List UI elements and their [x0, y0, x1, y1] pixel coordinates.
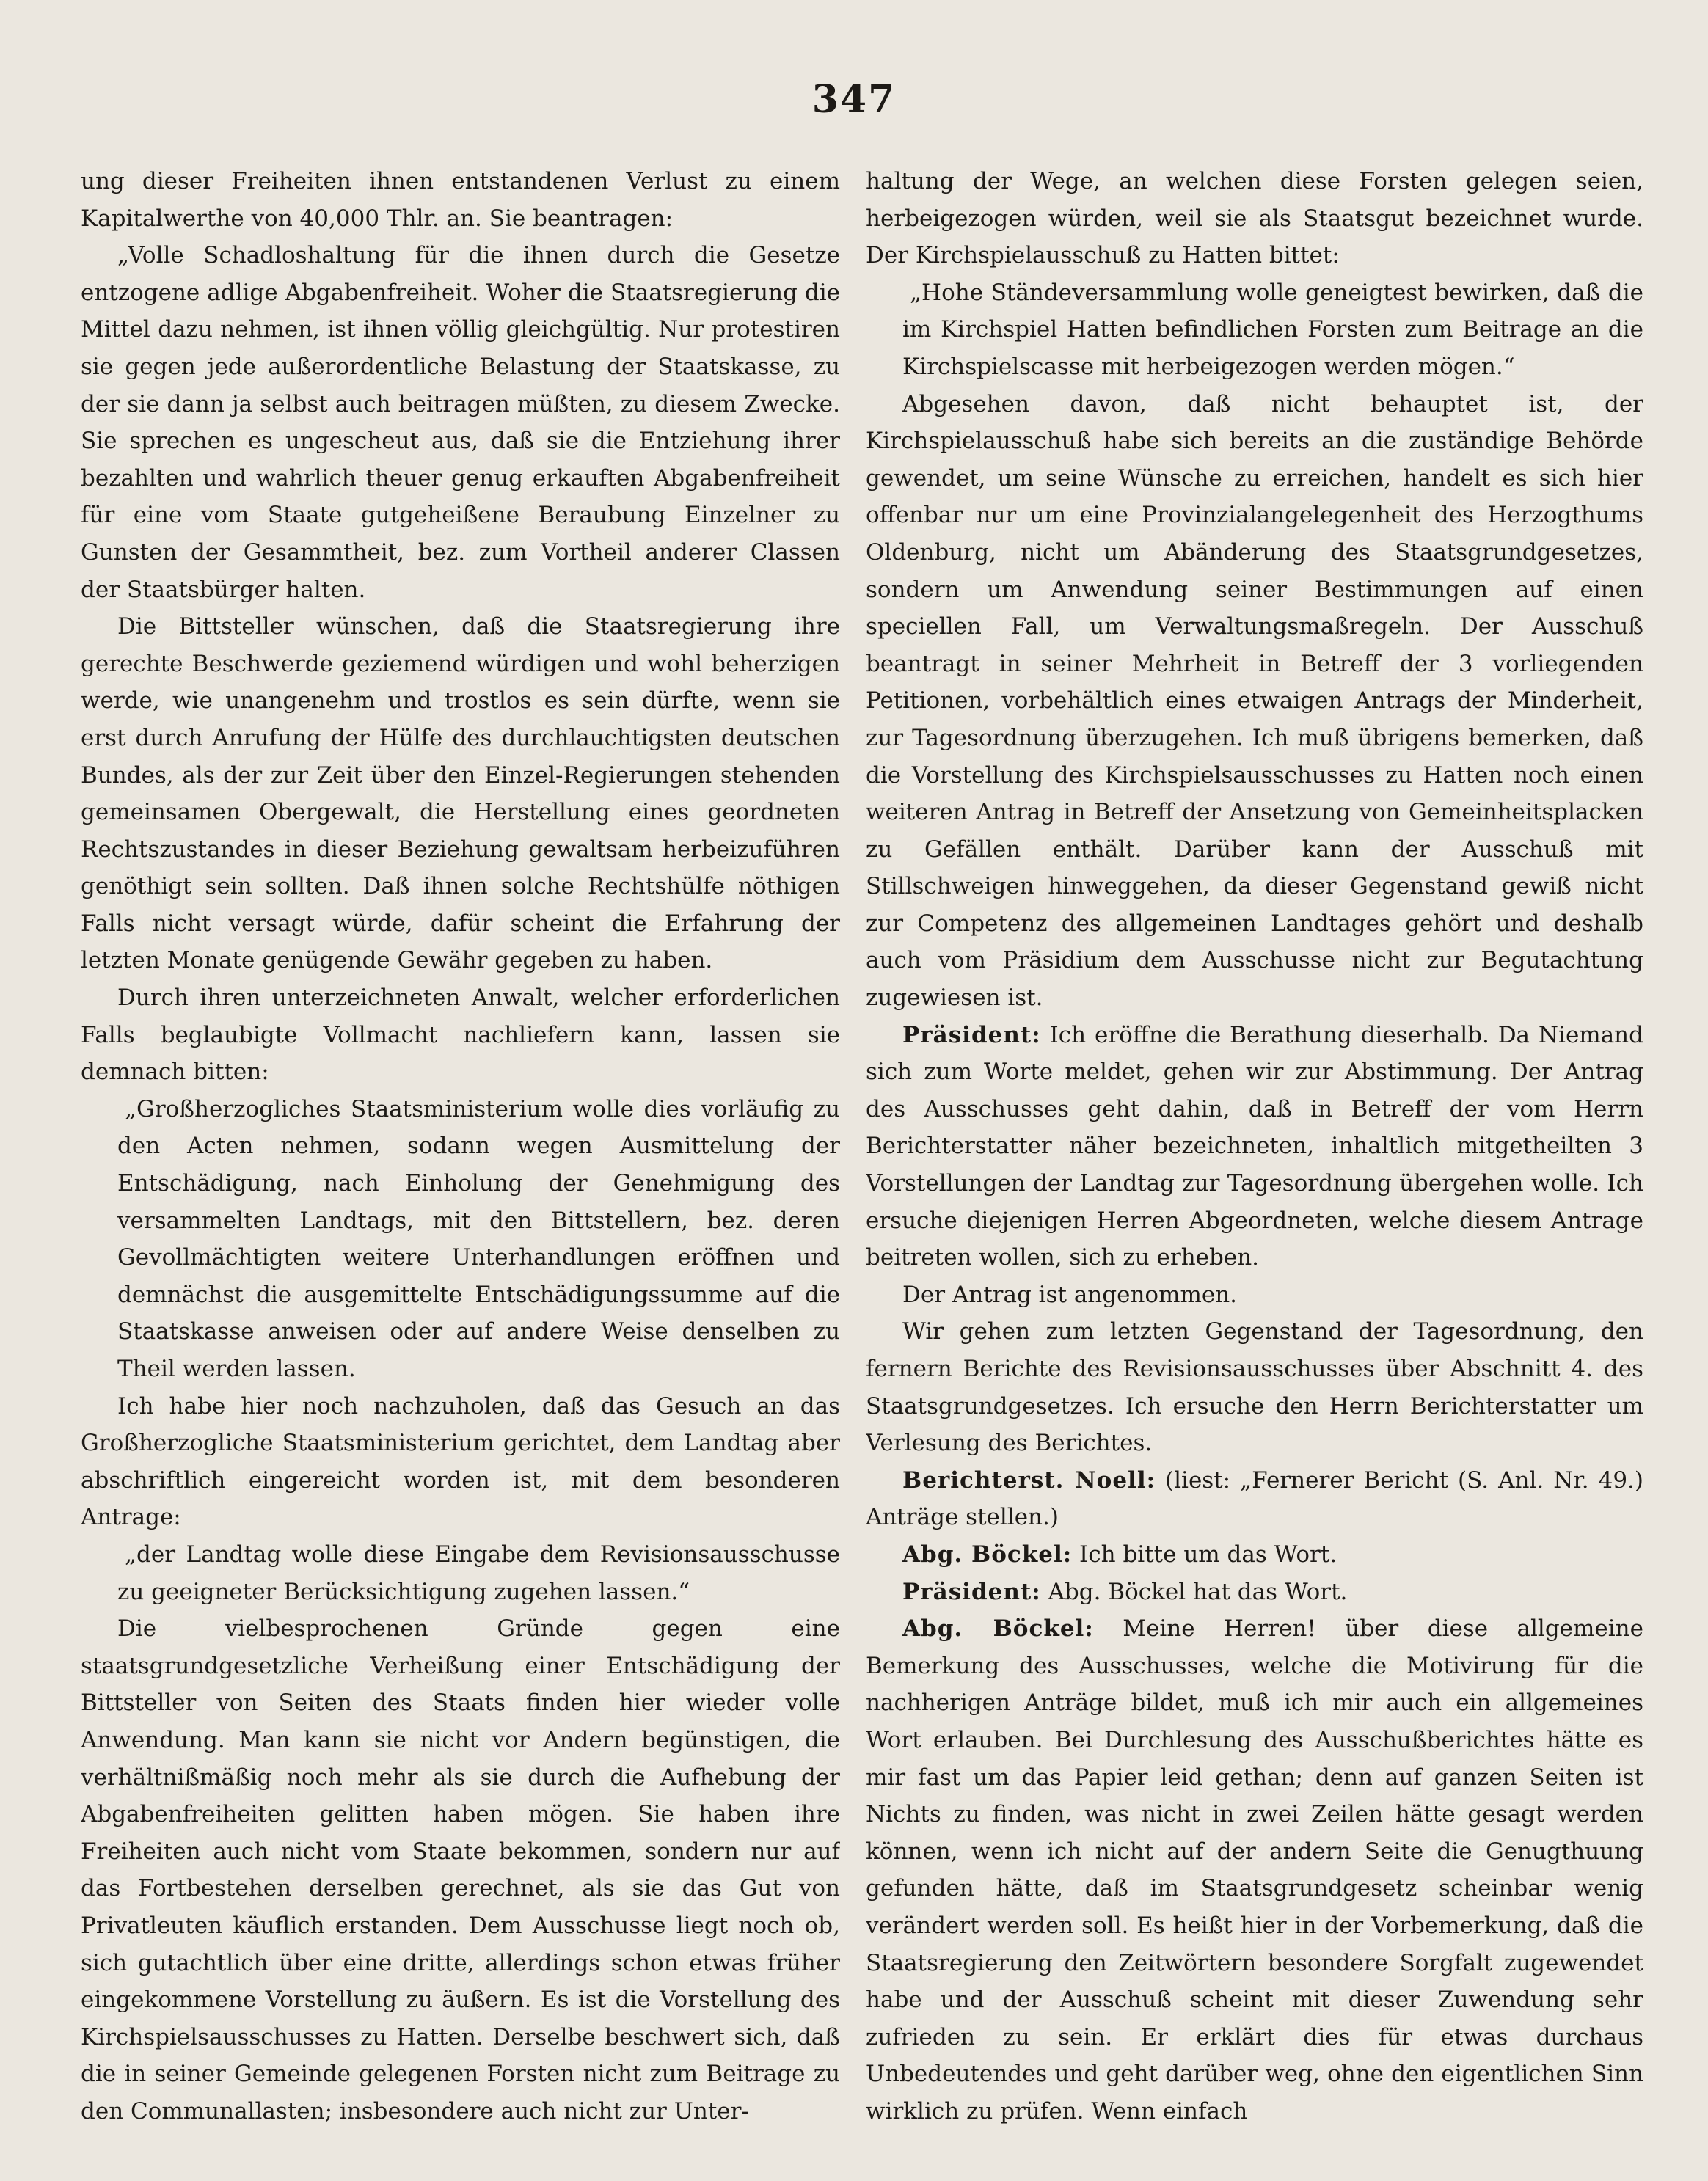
paragraph: ung dieser Freiheiten ihnen entstandenen Verlust zu einem Kapitalwerthe von 40,000 Thlr. an. Sie beantragen: — [81, 168, 840, 232]
right-column — [866, 163, 1643, 2144]
speech — [866, 1017, 1643, 1276]
paragraph-text: haltung der Wege, an welchen diese Forsten gelegen seien, herbeigezogen würden, weil sie als Staatsgut bezeichnet wurde. Der Kirchspielausschuß zu Hatten bittet: — [866, 168, 1643, 269]
speaker-name: Präsident: — [902, 1021, 1041, 1048]
paragraph-text: „Hohe Ständeversammlung wolle geneigtest bewirken, daß die im Kirchspiel Hatten befindlichen Forsten zum Beitrage an die Kirchspielscasse mit herbeigezogen werden mögen.“ — [902, 279, 1643, 380]
speech — [866, 1574, 1643, 1611]
paragraph — [866, 1276, 1643, 1314]
paragraph — [866, 386, 1643, 1017]
speech-text: Abg. Böckel hat das Wort. — [1040, 1578, 1348, 1605]
speech — [866, 1610, 1643, 2130]
paragraph-text: Abgesehen davon, daß nicht behauptet ist, der Kirchspielausschuß habe sich bereits an die zuständige Behörde gewendet, um seine Wünsche zu erreichen, handelt es sich hier offenbar nur um eine Provinzialangelegenheit des Herzogthums Oldenburg, nicht um Abänderung des Staatsgrundgesetzes, sondern um Anwendung seiner Bestimmungen auf einen speciellen Fall, um Verwaltungsmaßregeln. Der Ausschuß beantragt in seiner Mehrheit in Betreff der 3 vorliegenden Petitionen, vorbehältlich eines etwaigen Antrags der Minderheit, zur Tagesordnung überzugehen. Ich muß übrigens bemerken, daß die Vorstellung des Kirchspielsausschusses zu Hatten noch einen weiteren Antrag in Betreff der Ansetzung von Gemeinheitsplacken zu Gefällen enthält. Darüber kann der Ausschuß mit Stillschweigen hinweggehen, da dieser Gegenstand gewiß nicht zur Competenz des allgemeinen Landtages gehört und deshalb auch vom Präsidium dem Ausschusse nicht zur Begutachtung zugewiesen ist. — [866, 390, 1643, 1012]
speaker-name: Berichterst. Noell: — [902, 1466, 1156, 1494]
quoted-request — [866, 274, 1643, 386]
speech — [866, 1536, 1643, 1574]
quoted-request: „der Landtag wolle diese Eingabe dem Revisionsausschusse zu geeigneter Berücksichtigung zugehen lassen.“ — [117, 1541, 840, 1605]
paragraph — [866, 1313, 1643, 1461]
paragraph-text: Der Antrag ist angenommen. — [902, 1281, 1238, 1308]
paragraph: „Volle Schadloshaltung für die ihnen durch die Gesetze entzogene adlige Abgabenfreiheit. Woher die Staatsregierung die Mittel dazu nehmen, ist ihnen völlig gleichgültig. Nur protestiren sie gegen jede außerordentliche Belastung der Staatskasse, zu der sie dann ja selbst auch beitragen müßten, zu diesem Zwecke. Sie sprechen es ungescheut aus, daß sie die Entziehung ihrer bezahlten und wahrlich theuer genug erkauften Abgabenfreiheit für eine vom Staate gutgeheißene Beraubung Einzelner zu Gunsten der Gesammtheit, bez. zum Vortheil anderer Classen der Staatsbürger halten. — [81, 242, 840, 603]
paragraph: Die Bittsteller wünschen, daß die Staatsregierung ihre gerechte Beschwerde geziemend würdigen und wohl beherzigen werde, wie unangenehm und trostlos es sein dürfte, wenn sie erst durch Anrufung der Hülfe des durchlauchtigsten deutschen Bundes, als der zur Zeit über den Einzel-Regierungen stehenden gemeinsamen Obergewalt, die Herstellung eines geordneten Rechtszustandes in dieser Beziehung gewaltsam herbeizuführen genöthigt sein sollten. Daß ihnen solche Rechtshülfe nöthigen Falls nicht versagt würde, dafür scheint die Erfahrung der letzten Monate genügende Gewähr gegeben zu haben. — [81, 613, 840, 974]
speaker-name: Präsident: — [902, 1578, 1041, 1605]
page-number: 347 — [811, 77, 897, 122]
speech-text: Ich eröffne die Berathung dieserhalb. Da Niemand sich zum Worte meldet, gehen wir zur Abstimmung. Der Antrag des Ausschusses geht dahin, daß in Betreff der vom Herrn Berichterstatter näher bezeichneten, inhaltlich mitgetheilten 3 Vorstellungen der Landtag zur Tagesordnung übergehen wolle. Ich ersuche diejenigen Herren Abgeordneten, welche diesem Antrage beitreten wollen, sich zu erheben. — [866, 1021, 1643, 1271]
paragraph: Durch ihren unterzeichneten Anwalt, welcher erforderlichen Falls beglaubigte Vollmacht nachliefern kann, lassen sie demnach bitten: — [81, 984, 840, 1086]
speech-text: Meine Herren! über diese allgemeine Bemerkung des Ausschusses, welche die Motivirung für die nachherigen Anträge bildet, muß ich mir auch ein allgemeines Wort erlauben. Bei Durchlesung des Ausschußberichtes hätte es mir fast um das Papier leid gethan; denn auf ganzen Seiten ist Nichts zu finden, was nicht in zwei Zeilen hätte gesagt werden können, wenn ich nicht auf der andern Seite die Genugthuung gefunden hätte, daß im Staatsgrundgesetz scheinbar wenig verändert werden soll. Es heißt hier in der Vorbemerkung, daß die Staatsregierung den Zeitwörtern besondere Sorgfalt zugewendet habe und der Ausschuß scheint mit dieser Zuwendung sehr zufrieden zu sein. Er erklärt dies für etwas durchaus Unbedeutendes und geht darüber weg, ohne den eigentlichen Sinn wirklich zu prüfen. Wenn einfach — [866, 1615, 1643, 2125]
paragraph: Ich habe hier noch nachzuholen, daß das Gesuch an das Großherzogliche Staatsministerium gerichtet, dem Landtag aber abschriftlich eingereicht worden ist, mit dem besonderen Antrage: — [81, 1392, 840, 1531]
speech-text: (liest: „Fernerer Bericht (S. Anl. Nr. 49.) Anträge stellen.) — [866, 1466, 1643, 1531]
speaker-name: Abg. Böckel: — [902, 1541, 1073, 1568]
left-column — [81, 163, 840, 2144]
speaker-name: Abg. Böckel: — [902, 1615, 1094, 1643]
paragraph: Die vielbesprochenen Gründe gegen eine staatsgrundgesetzliche Verheißung einer Entschädigung der Bittsteller von Seiten des Staats finden hier wieder volle Anwendung. Man kann sie nicht vor Andern begünstigen, die verhältnißmäßig noch mehr als sie durch die Aufhebung der Abgabenfreiheiten gelitten haben mögen. Sie haben ihre Freiheiten auch nicht vom Staate bekommen, sondern nur auf das Fortbestehen derselben gerechnet, als sie das Gut von Privatleuten käuflich erstanden. Dem Ausschusse liegt noch ob, sich gutachtlich über eine dritte, allerdings schon etwas früher eingekommene Vorstellung zu äußern. Es ist die Vorstellung des Kirchspielsausschusses zu Hatten. Derselbe beschwert sich, daß die in seiner Gemeinde gelegenen Forsten nicht zum Beitrage zu den Communallasten; insbesondere auch nicht zur Unter- — [81, 1615, 840, 2125]
speech-text: Ich bitte um das Wort. — [1072, 1541, 1337, 1568]
quoted-request: „Großherzogliches Staatsministerium wolle dies vorläufig zu den Acten nehmen, sodann wegen Ausmittelung der Entschädigung, nach Einholung der Genehmigung des versammelten Landtags, mit den Bittstellern, bez. deren Gevollmächtigten weitere Unterhandlungen eröffnen und demnächst die ausgemittelte Entschädigungssumme auf die Staatskasse anweisen oder auf andere Weise denselben zu Theil werden lassen. — [117, 1095, 840, 1382]
paragraph — [866, 163, 1643, 274]
speech — [866, 1462, 1643, 1536]
paragraph-text: Wir gehen zum letzten Gegenstand der Tagesordnung, den fernern Berichte des Revisionsausschusses über Abschnitt 4. des Staatsgrundgesetzes. Ich ersuche den Herrn Berichterstatter um Verlesung des Berichtes. — [866, 1318, 1643, 1457]
